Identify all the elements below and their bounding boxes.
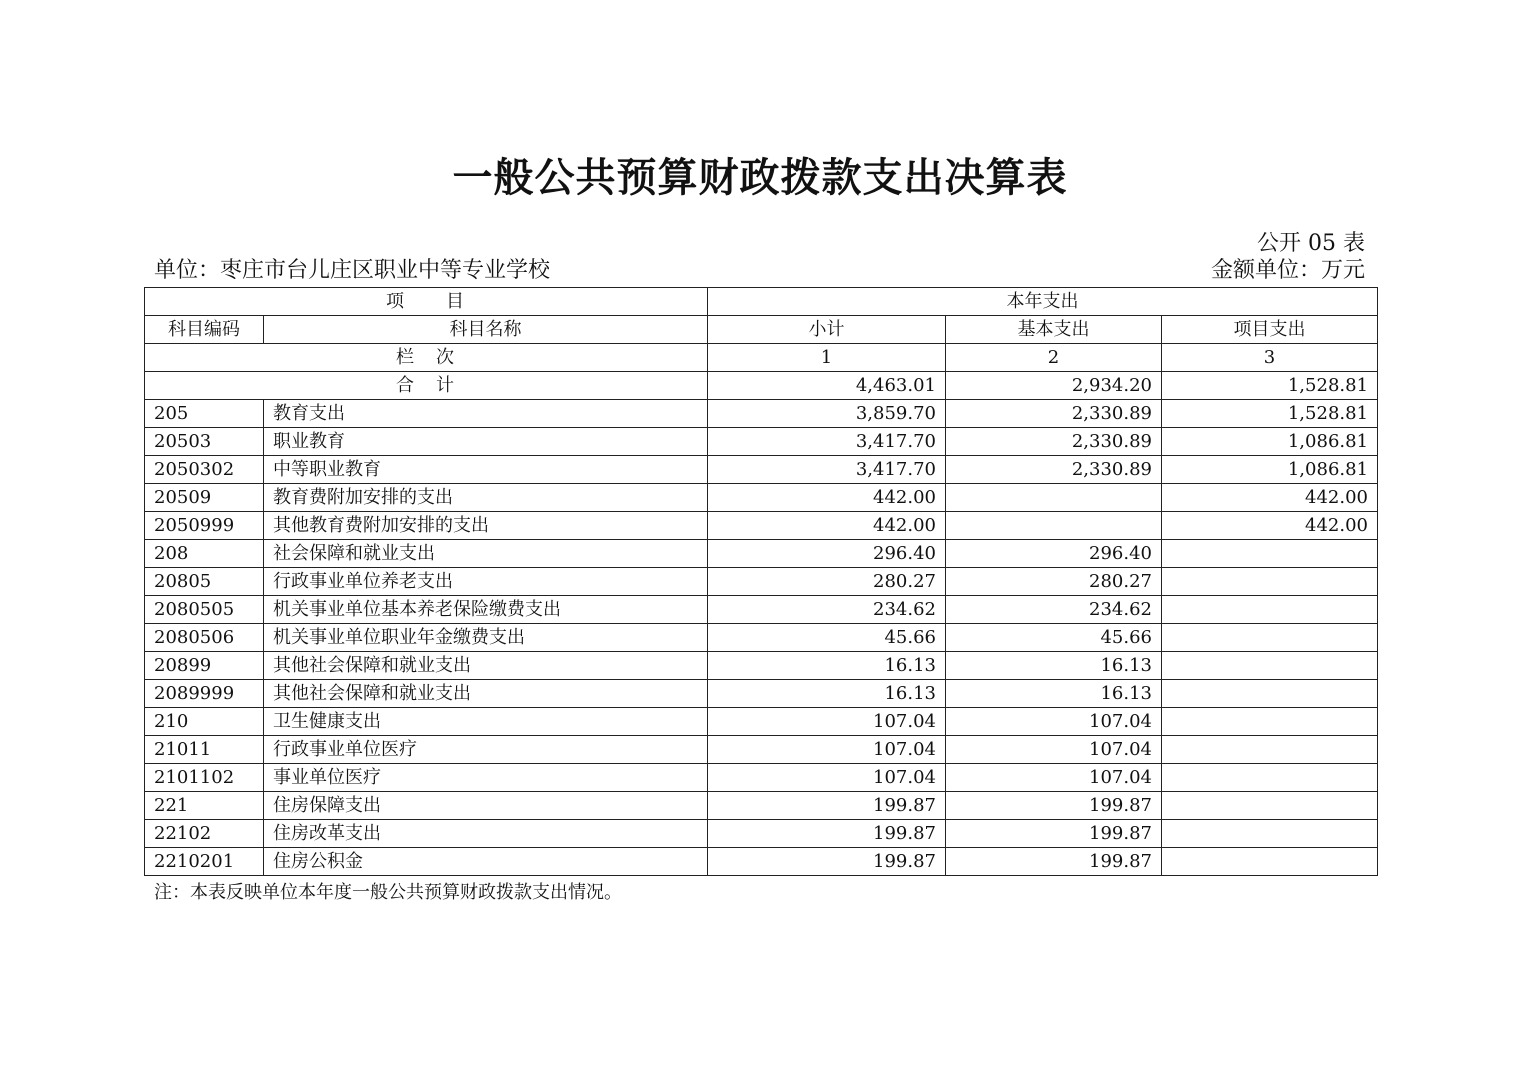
subtotal-value: 45.66 <box>708 624 946 652</box>
table-row <box>145 764 1378 792</box>
table-row <box>145 708 1378 736</box>
project-value <box>1162 624 1378 652</box>
project-value: 442.00 <box>1162 484 1378 512</box>
project-value <box>1162 792 1378 820</box>
project-value <box>1162 568 1378 596</box>
subtotal-value: 199.87 <box>708 792 946 820</box>
subject-code: 2089999 <box>145 680 264 708</box>
total-row <box>145 372 1378 400</box>
subtotal-value: 280.27 <box>708 568 946 596</box>
subject-name: 住房公积金 <box>264 848 708 876</box>
subject-code: 20805 <box>145 568 264 596</box>
subject-name: 事业单位医疗 <box>264 764 708 792</box>
basic-value: 107.04 <box>946 764 1162 792</box>
subject-code: 2080506 <box>145 624 264 652</box>
basic-value: 199.87 <box>946 848 1162 876</box>
project-value: 442.00 <box>1162 512 1378 540</box>
subject-code: 20503 <box>145 428 264 456</box>
subject-name: 卫生健康支出 <box>264 708 708 736</box>
expenditure-table <box>144 287 1378 876</box>
project-value <box>1162 596 1378 624</box>
table-row <box>145 400 1378 428</box>
basic-value: 45.66 <box>946 624 1162 652</box>
basic-value: 107.04 <box>946 736 1162 764</box>
subtotal-value: 296.40 <box>708 540 946 568</box>
subject-code: 22102 <box>145 820 264 848</box>
subject-code: 205 <box>145 400 264 428</box>
header-subtotal: 小计 <box>708 316 946 344</box>
subtotal-value: 442.00 <box>708 512 946 540</box>
header-row-1 <box>145 288 1378 316</box>
basic-value: 16.13 <box>946 680 1162 708</box>
basic-value: 107.04 <box>946 708 1162 736</box>
subject-code: 20509 <box>145 484 264 512</box>
header-item: 项 目 <box>145 288 708 316</box>
subtotal-value: 3,417.70 <box>708 428 946 456</box>
project-value <box>1162 652 1378 680</box>
basic-value: 2,330.89 <box>946 428 1162 456</box>
basic-value <box>946 484 1162 512</box>
header-row-2 <box>145 316 1378 344</box>
subject-code: 2210201 <box>145 848 264 876</box>
subject-name: 教育费附加安排的支出 <box>264 484 708 512</box>
total-label: 合 计 <box>145 372 708 400</box>
project-value <box>1162 820 1378 848</box>
basic-value: 199.87 <box>946 792 1162 820</box>
subtotal-value: 107.04 <box>708 764 946 792</box>
table-row <box>145 512 1378 540</box>
total-project: 1,528.81 <box>1162 372 1378 400</box>
subject-code: 21011 <box>145 736 264 764</box>
project-value <box>1162 764 1378 792</box>
basic-value: 280.27 <box>946 568 1162 596</box>
subtotal-value: 107.04 <box>708 736 946 764</box>
column-no-1: 1 <box>708 344 946 372</box>
subtotal-value: 234.62 <box>708 596 946 624</box>
table-row <box>145 736 1378 764</box>
unit-label: 单位：枣庄市台儿庄区职业中等专业学校 <box>154 258 551 283</box>
total-basic: 2,934.20 <box>946 372 1162 400</box>
basic-value: 199.87 <box>946 820 1162 848</box>
project-value <box>1162 540 1378 568</box>
basic-value: 16.13 <box>946 652 1162 680</box>
table-row <box>145 428 1378 456</box>
subject-name: 行政事业单位医疗 <box>264 736 708 764</box>
subject-name: 机关事业单位基本养老保险缴费支出 <box>264 596 708 624</box>
column-number-row <box>145 344 1378 372</box>
subject-name: 行政事业单位养老支出 <box>264 568 708 596</box>
money-unit-label: 金额单位：万元 <box>1210 258 1365 283</box>
subtotal-value: 3,417.70 <box>708 456 946 484</box>
subject-name: 社会保障和就业支出 <box>264 540 708 568</box>
basic-value: 296.40 <box>946 540 1162 568</box>
subtotal-value: 16.13 <box>708 652 946 680</box>
project-value <box>1162 848 1378 876</box>
footnote: 注：本表反映单位本年度一般公共预算财政拨款支出情况。 <box>154 882 622 903</box>
subject-name: 职业教育 <box>264 428 708 456</box>
subtotal-value: 107.04 <box>708 708 946 736</box>
subtotal-value: 199.87 <box>708 848 946 876</box>
table-row <box>145 624 1378 652</box>
subject-name: 其他教育费附加安排的支出 <box>264 512 708 540</box>
subtotal-value: 199.87 <box>708 820 946 848</box>
project-value <box>1162 708 1378 736</box>
subject-name: 住房保障支出 <box>264 792 708 820</box>
column-no-2: 2 <box>946 344 1162 372</box>
table-row <box>145 484 1378 512</box>
subject-code: 2050999 <box>145 512 264 540</box>
subject-code: 2080505 <box>145 596 264 624</box>
subtotal-value: 3,859.70 <box>708 400 946 428</box>
basic-value <box>946 512 1162 540</box>
subject-code: 2050302 <box>145 456 264 484</box>
subject-name: 其他社会保障和就业支出 <box>264 680 708 708</box>
subject-code: 2101102 <box>145 764 264 792</box>
subject-name: 住房改革支出 <box>264 820 708 848</box>
header-basic: 基本支出 <box>946 316 1162 344</box>
form-number: 公开 05 表 <box>1257 231 1365 256</box>
table-row <box>145 792 1378 820</box>
column-no-3: 3 <box>1162 344 1378 372</box>
table-row <box>145 652 1378 680</box>
subject-code: 221 <box>145 792 264 820</box>
project-value: 1,086.81 <box>1162 456 1378 484</box>
table-row <box>145 540 1378 568</box>
project-value: 1,086.81 <box>1162 428 1378 456</box>
table-row <box>145 596 1378 624</box>
basic-value: 234.62 <box>946 596 1162 624</box>
subject-name: 中等职业教育 <box>264 456 708 484</box>
table-row <box>145 848 1378 876</box>
project-value: 1,528.81 <box>1162 400 1378 428</box>
project-value <box>1162 736 1378 764</box>
header-column-no: 栏 次 <box>145 344 708 372</box>
header-name: 科目名称 <box>264 316 708 344</box>
subtotal-value: 442.00 <box>708 484 946 512</box>
table-row <box>145 820 1378 848</box>
subject-code: 20899 <box>145 652 264 680</box>
table-row <box>145 680 1378 708</box>
subject-code: 210 <box>145 708 264 736</box>
header-code: 科目编码 <box>145 316 264 344</box>
basic-value: 2,330.89 <box>946 456 1162 484</box>
page-title: 一般公共预算财政拨款支出决算表 <box>452 154 1068 201</box>
table-row <box>145 568 1378 596</box>
header-project: 项目支出 <box>1162 316 1378 344</box>
project-value <box>1162 680 1378 708</box>
subject-name: 机关事业单位职业年金缴费支出 <box>264 624 708 652</box>
subject-name: 其他社会保障和就业支出 <box>264 652 708 680</box>
subject-name: 教育支出 <box>264 400 708 428</box>
total-subtotal: 4,463.01 <box>708 372 946 400</box>
subject-code: 208 <box>145 540 264 568</box>
basic-value: 2,330.89 <box>946 400 1162 428</box>
table-row <box>145 456 1378 484</box>
header-current-year: 本年支出 <box>708 288 1378 316</box>
subtotal-value: 16.13 <box>708 680 946 708</box>
